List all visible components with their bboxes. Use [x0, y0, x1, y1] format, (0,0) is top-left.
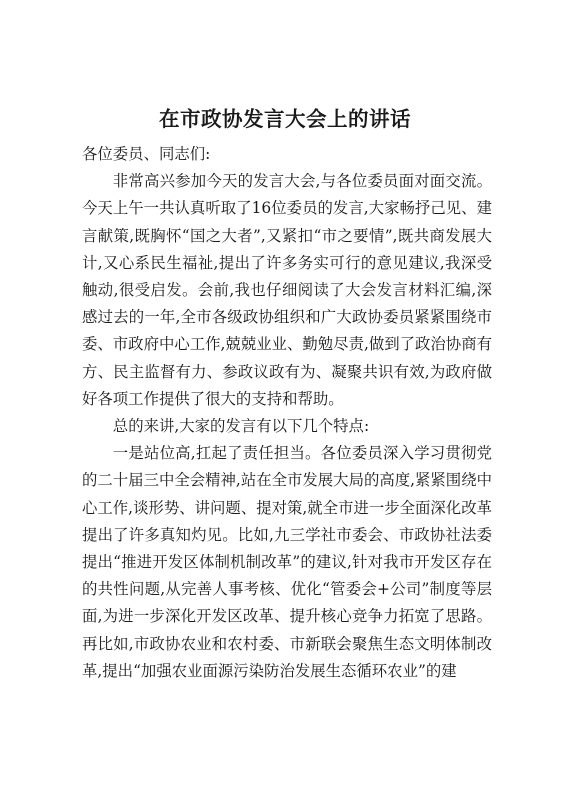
paragraph-summary: 总的来讲,大家的发言有以下几个特点: [112, 417, 370, 436]
paragraph-point-one: 一是站位高,扛起了责任担当。各位委员深入学习贯彻党的二十届三中全会精神,站在全市发展大局的高度,紧紧围绕中心工作,谈形势、讲问题、提对策,就全市进一步全面深化改革提出了许多真知灼见。比如,九三学社市委会、市政协社法委提出“推进开发区体制机制改革”的建议,针对我市开发区存在的共性问题,从完善人事考核、优化“管委会+公司”制度等层面,为进一步深化开发区改革、提升核心竞争力拓宽了思路。再比如,市政协农业和农村委、市新联会聚焦生态文明体制改革,提出“加强农业面源污染防治发展生态循环农业”的建 [82, 444, 492, 680]
paragraph-intro: 非常高兴参加今天的发言大会,与各位委员面对面交流。今天上午一共认真听取了16位委员的发言,大家畅抒己见、建言献策,既胸怀“国之大者”,又紧扣“市之要情”,既共商发展大计,又心系民生福祉,提出了许多务实可行的意见建议,我深受触动,很受启发。会前,我也仔细阅读了大会发言材料汇编,深感过去的一年,全市各级政协组织和广大政协委员紧紧围绕市委、市政府中心工作,兢兢业业、勤勉尽责,做到了政治协商有方、民主监督有力、参政议政有为、凝聚共识有效,为政府做好各项工作提供了很大的支持和帮助。 [82, 172, 492, 408]
document-body [82, 141, 492, 685]
document-title: 在市政协发言大会上的讲话 [159, 107, 411, 131]
salutation: 各位委员、同志们: [82, 145, 211, 163]
